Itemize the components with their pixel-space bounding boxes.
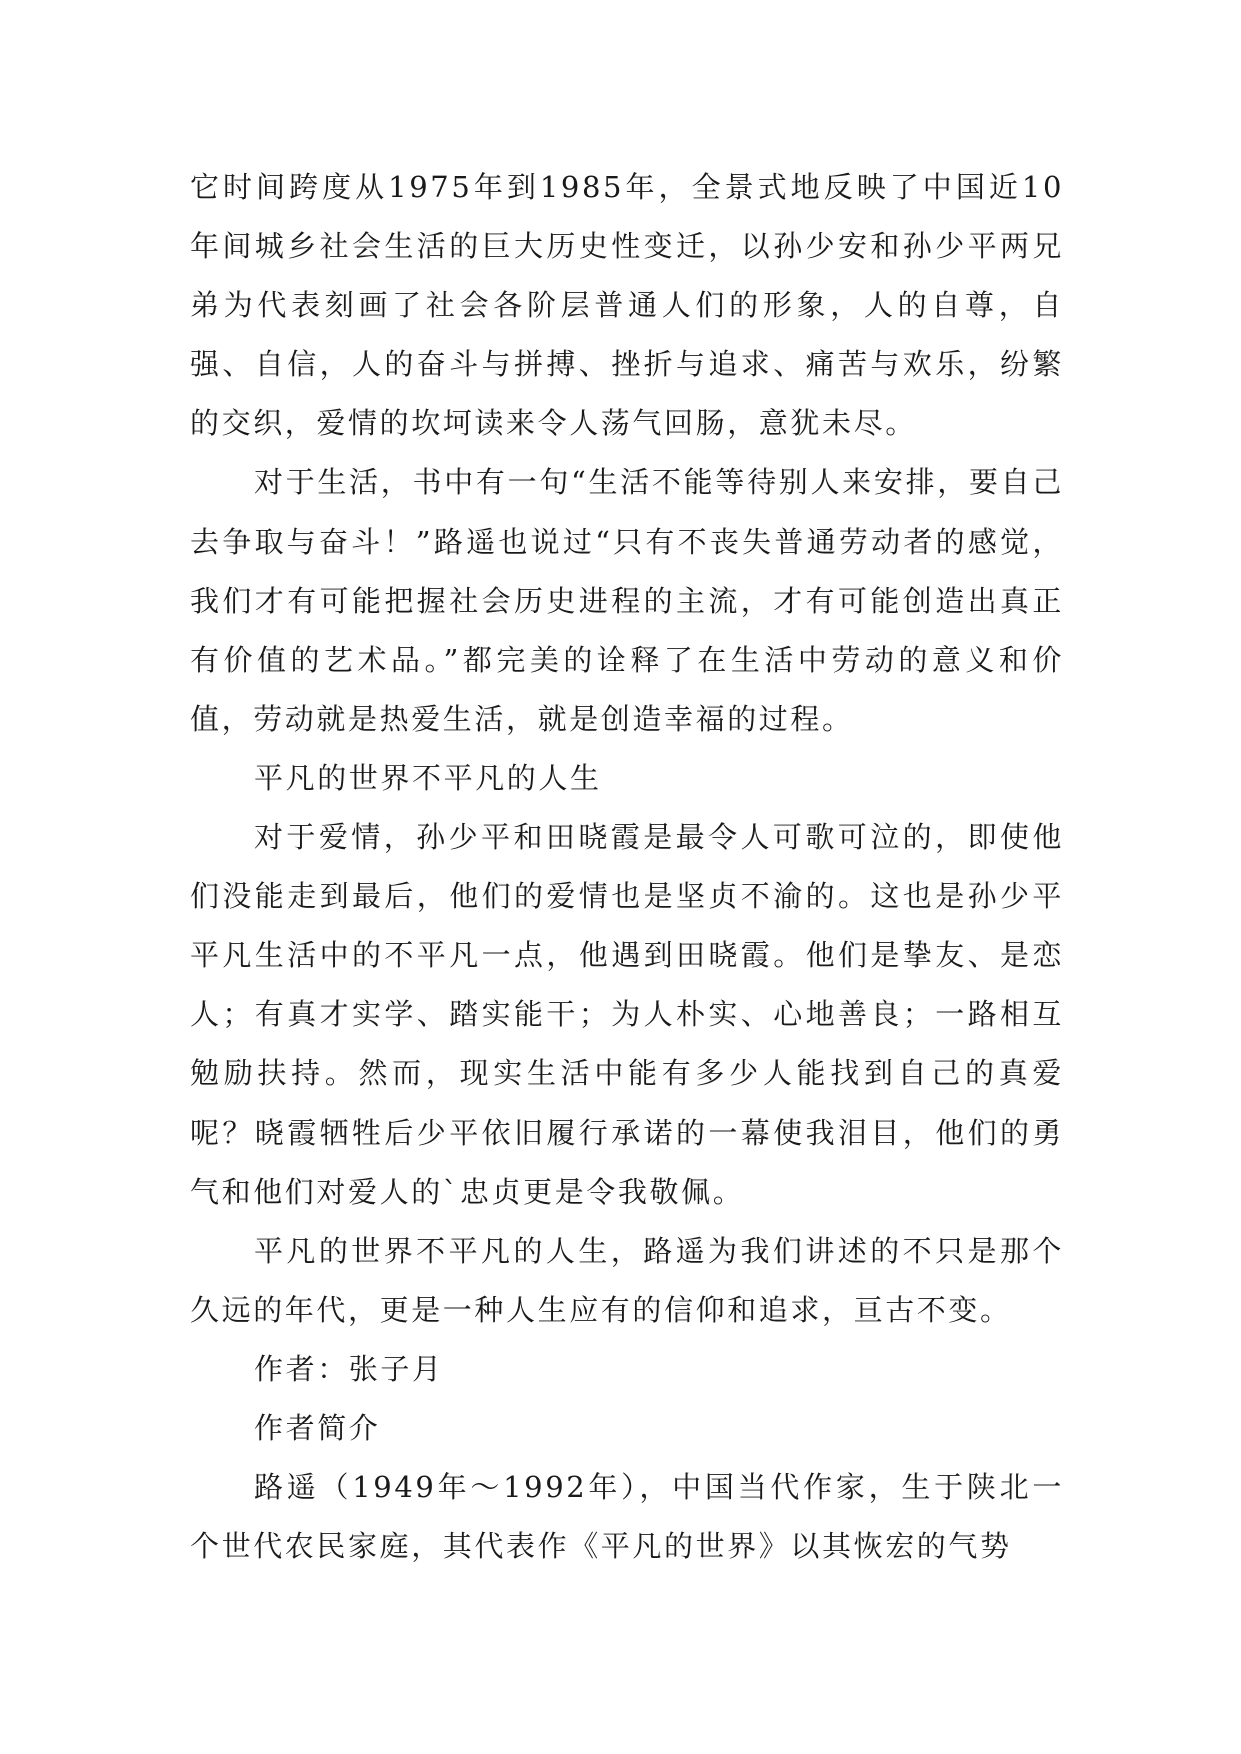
author-intro-paragraph: 路遥（1949年～1992年），中国当代作家，生于陕北一个世代农民家庭，其代表作《平凡的世界》以其恢宏的气势	[190, 1470, 1064, 1564]
author-line: 作者：张子月	[254, 1351, 444, 1386]
author-intro-heading: 作者简介	[254, 1410, 381, 1445]
paragraph-1: 它时间跨度从1975年到1985年，全景式地反映了中国近10年间城乡社会生活的巨大历史性变迁，以孙少安和孙少平两兄弟为代表刻画了社会各阶层普通人们的形象，人的自尊，自强、自信，人的奋斗与拼搏、挫折与追求、痛苦与欢乐，纷繁的交织，爱情的坎坷读来令人荡气回肠，意犹未尽。	[190, 170, 1064, 441]
paragraph-2: 对于生活，书中有一句“生活不能等待别人来安排，要自己去争取与奋斗！”路遥也说过“只有不丧失普通劳动者的感觉，我们才有可能把握社会历史进程的主流，才有可能创造出真正有价值的艺术品。”都完美的诠释了在生活中劳动的意义和价值，劳动就是热爱生活，就是创造幸福的过程。	[190, 465, 1064, 736]
paragraph-4: 平凡的世界不平凡的人生，路遥为我们讲述的不只是那个久远的年代，更是一种人生应有的信仰和追求，亘古不变。	[190, 1233, 1064, 1327]
document-body	[190, 158, 1064, 1576]
section-heading: 平凡的世界不平凡的人生	[254, 760, 602, 795]
paragraph-3: 对于爱情，孙少平和田晓霞是最令人可歌可泣的，即使他们没能走到最后，他们的爱情也是坚贞不渝的。这也是孙少平平凡生活中的不平凡一点，他遇到田晓霞。他们是挚友、是恋人；有真才实学、踏实能干；为人朴实、心地善良；一路相互勉励扶持。然而，现实生活中能有多少人能找到自己的真爱呢？晓霞牺牲后少平依旧履行承诺的一幕使我泪目，他们的勇气和他们对爱人的`忠贞更是令我敬佩。	[190, 820, 1064, 1209]
